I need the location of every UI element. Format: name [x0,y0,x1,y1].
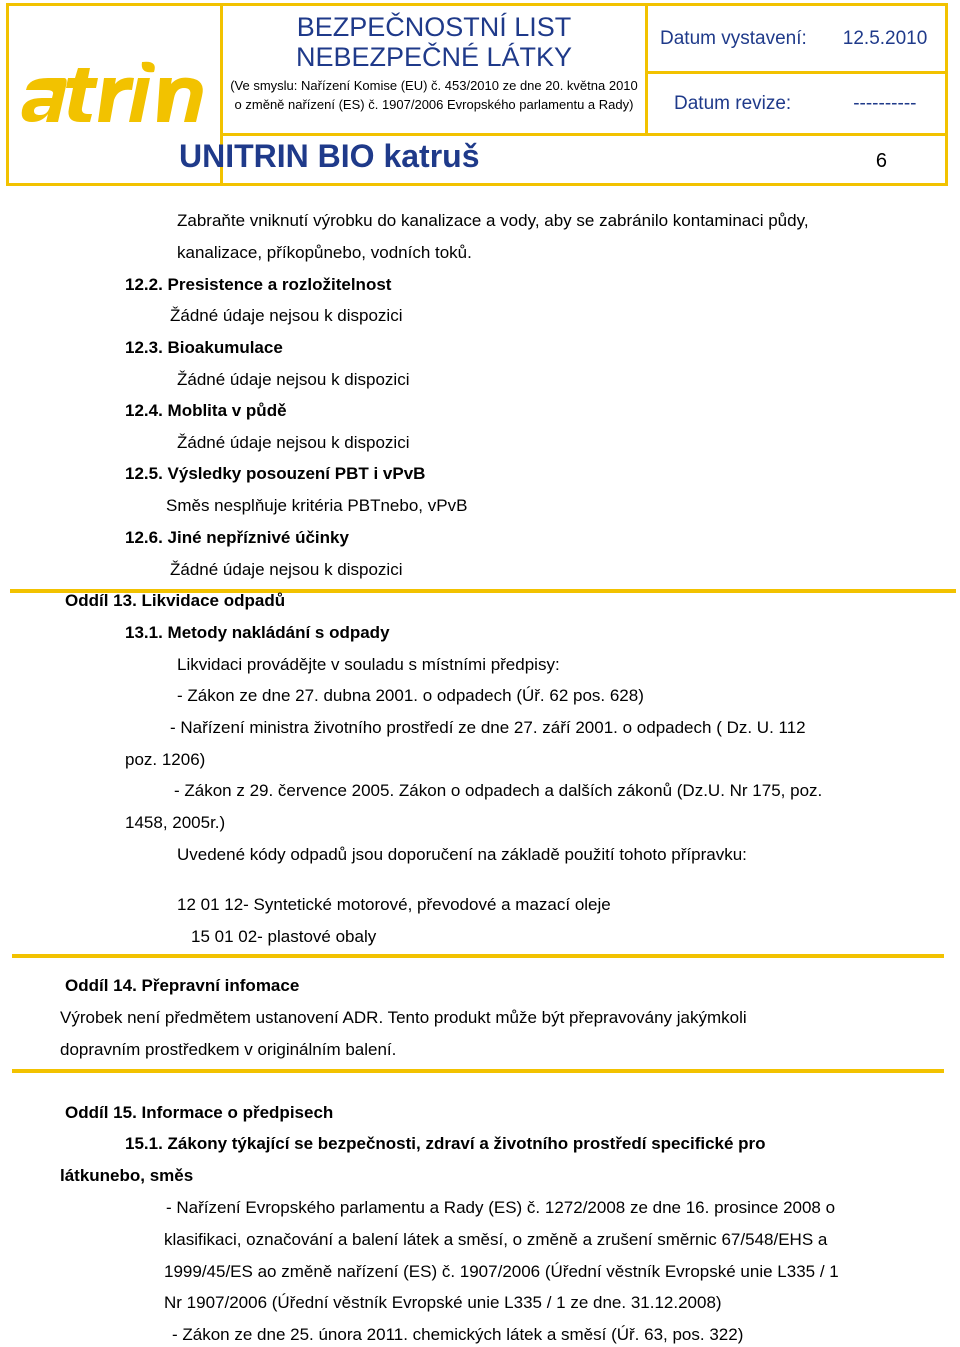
section-heading-15: Oddíl 15. Informace o předpisech [65,1103,334,1122]
section-divider [12,954,944,958]
section-heading-13: Oddíl 13. Likvidace odpadů [65,591,286,610]
body-line: - Zákon ze dne 27. dubna 2001. o odpadech (Úř. 62 pos. 628) [177,686,644,705]
revision-date-box [645,71,948,136]
body-line: klasifikaci, označování a balení látek a směsí, o změně a zrušení směrnic 67/548/EHS a [164,1230,828,1249]
legal-note: (Ve smyslu: Nařízení Komise (EU) č. 453/2010 ze dne 20. května 2010 o změně nařízení (ES) č. 1907/2006 Evropského parlamentu a Rady) [230,78,638,112]
issue-date-box [645,3,948,74]
body-line: Výrobek není předmětem ustanovení ADR. Tento produkt může být přepravovány jakýmkoli [60,1008,747,1027]
body-line: Nr 1907/2006 (Úřední věstník Evropské unie L335 / 1 ze dne. 31.12.2008) [164,1293,722,1312]
document-title: BEZPEČNOSTNÍ LIST [296,12,572,42]
section-heading: 12.3. Bioakumulace [125,338,283,357]
body-line: 1458, 2005r.) [125,813,226,832]
section-heading: 12.5. Výsledky posouzení PBT i vPvB [125,464,426,483]
product-box [179,133,948,186]
body-line: kanalizace, příkopůnebo, vodních toků. [177,243,472,262]
body-line: Žádné údaje nejsou k dispozici [170,306,403,325]
body-line: poz. 1206) [125,750,206,769]
body-line: Likvidaci provádějte v souladu s místními předpisy: [177,655,560,674]
section-heading: 15.1. Zákony týkající se bezpečnosti, zdraví a životního prostředí specifické pro [125,1134,766,1153]
revision-date-label: Datum revize: [674,92,792,114]
body-line: - Zákon ze dne 25. února 2011. chemických látek a směsí (Úř. 63, pos. 322) [172,1325,744,1344]
body-line: - Nařízení ministra životního prostředí ze dne 27. září 2001. o odpadech ( Dz. U. 112 [170,718,806,737]
document-title-box [220,3,648,136]
body-line: Uvedené kódy odpadů jsou doporučení na základě použití tohoto přípravku: [177,845,747,864]
body-line: 1999/45/ES ao změně nařízení (ES) č. 1907/2006 (Úřední věstník Evropské unie L335 / 1 [164,1262,839,1281]
section-heading: 12.4. Moblita v půdě [125,401,287,420]
product-name: UNITRIN BIO katruš [179,138,480,174]
atrin-logo-icon [20,60,210,130]
section-heading: 13.1. Metody nakládání s odpady [125,623,390,642]
body-line: dopravním prostředkem v originálním balení. [60,1040,397,1059]
body-line: - Nařízení Evropského parlamentu a Rady (ES) č. 1272/2008 ze dne 16. prosince 2008 o [166,1198,836,1217]
section-heading: 12.6. Jiné nepříznivé účinky [125,528,349,547]
body-line: Žádné údaje nejsou k dispozici [177,370,410,389]
document-subtitle: NEBEZPEČNÉ LÁTKY [295,42,573,72]
issue-date-label: Datum vystavení: [660,27,807,49]
section-heading: látkunebo, směs [60,1166,194,1185]
page-number: 6 [875,150,887,172]
body-line: Žádné údaje nejsou k dispozici [170,560,403,579]
revision-date-value: ---------- [853,92,917,114]
issue-date-value: 12.5.2010 [842,27,928,49]
body-line: Žádné údaje nejsou k dispozici [177,433,410,452]
body-line: Zabraňte vniknutí výrobku do kanalizace a vody, aby se zabránilo kontaminaci půdy, [177,211,809,230]
section-heading-14: Oddíl 14. Přepravní infomace [65,976,300,995]
body-line: - Zákon z 29. července 2005. Zákon o odpadech a dalších zákonů (Dz.U. Nr 175, poz. [174,781,823,800]
section-divider [12,1069,944,1073]
body-line: 15 01 02- plastové obaly [191,927,377,946]
body-line: Směs nesplňuje kritéria PBTnebo, vPvB [166,496,468,515]
body-line: 12 01 12- Syntetické motorové, převodové a mazací oleje [177,895,611,914]
section-heading: 12.2. Presistence a rozložitelnost [125,275,392,294]
